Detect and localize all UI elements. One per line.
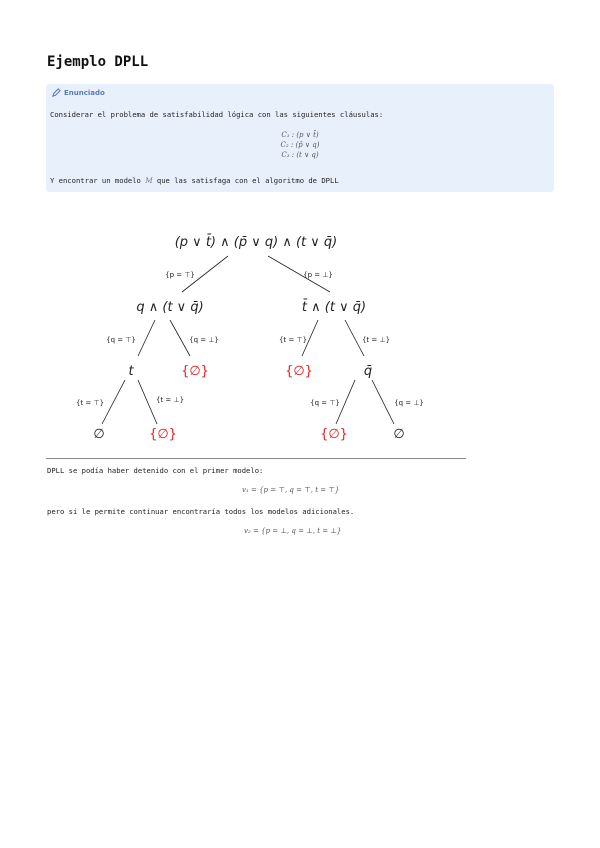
edge-label-q-top-2: {q = ⊤}	[310, 399, 340, 407]
edge-label-t-bottom: {t = ⊥}	[361, 336, 391, 344]
divider	[46, 458, 466, 459]
node-rr: q̄	[363, 364, 373, 379]
node-rrr-empty: ∅	[393, 427, 405, 442]
edge-label-p-bottom: {p = ⊥}	[303, 271, 333, 279]
node-rrl-conflict: {∅}	[320, 427, 348, 442]
tree-root: (p ∨ t̄) ∧ (p̄ ∨ q) ∧ (t ∨ q̄)	[174, 235, 338, 250]
node-left: q ∧ (t ∨ q̄)	[136, 300, 204, 315]
callout-intro: Considerar el problema de satisfabilidad lógica con las siguientes cláusulas:	[50, 110, 384, 119]
node-llr-conflict: {∅}	[149, 427, 177, 442]
edge-label-q-top: {q = ⊤}	[106, 336, 136, 344]
edge-label-t-bottom-2: {t = ⊥}	[155, 396, 185, 404]
callout-label: Enunciado	[64, 88, 105, 97]
model-v1: v₁ = {p = ⊤, q = ⊤, t = ⊤}	[242, 486, 340, 494]
node-lll-empty: ∅	[93, 427, 105, 442]
clause-2: C₂ : (p̄ ∨ q)	[280, 141, 320, 149]
clause-3: C₃ : (t ∨ q)	[281, 151, 319, 159]
outro-after: que las satisfaga con el algoritmo de DPLL	[152, 176, 339, 185]
paragraph-first-model: DPLL se podía haber detenido con el primer modelo:	[47, 466, 264, 475]
edge-rr-rrr	[372, 380, 394, 424]
model-v2: v₂ = {p = ⊥, q = ⊥, t = ⊥}	[244, 527, 342, 535]
edge-ll-lll	[102, 380, 125, 424]
edge-label-p-top: {p = ⊤}	[165, 271, 195, 279]
outro-before: Y encontrar un modelo	[50, 176, 146, 185]
clause-1: C₁ : (p ∨ t̄)	[281, 131, 319, 139]
edge-l-ll	[138, 320, 155, 356]
edge-label-q-bottom: {q = ⊥}	[189, 336, 219, 344]
tree-edges	[102, 256, 394, 424]
node-lr-conflict: {∅}	[181, 364, 209, 379]
edge-label-t-top-2: {t = ⊤}	[75, 399, 105, 407]
page-title: Ejemplo DPLL	[47, 54, 149, 70]
model-variable: M	[145, 176, 153, 185]
node-ll: t	[128, 364, 134, 379]
edge-label-t-top: {t = ⊤}	[278, 336, 308, 344]
node-right: t̄ ∧ (t ∨ q̄)	[301, 300, 367, 315]
node-rl-conflict: {∅}	[285, 364, 313, 379]
paragraph-more-models: pero si le permite continuar encontraría todos los modelos adicionales.	[47, 507, 355, 516]
edge-label-q-bottom-2: {q = ⊥}	[394, 399, 424, 407]
edge-ll-llr	[138, 380, 157, 424]
edge-l-lr	[170, 320, 190, 356]
